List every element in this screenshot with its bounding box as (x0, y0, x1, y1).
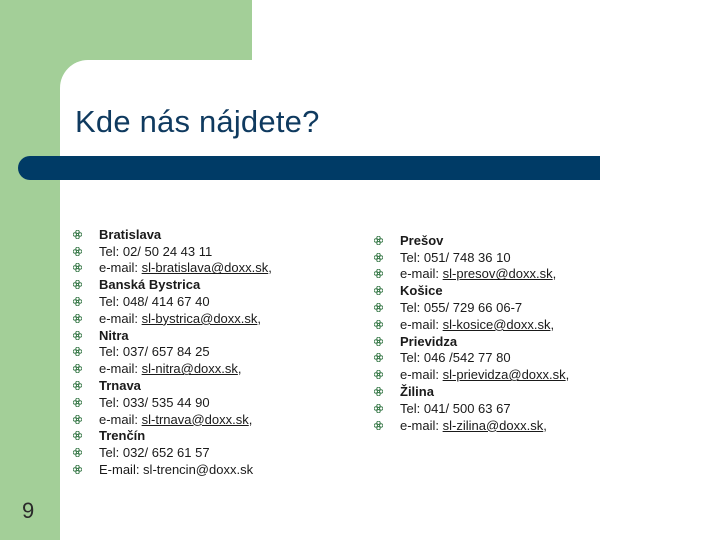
list-item (73, 276, 272, 293)
slide-number: 9 (22, 498, 35, 523)
list-item (73, 360, 272, 377)
list-item (73, 344, 272, 361)
diamond-bullet-icon (374, 404, 400, 413)
diamond-bullet-icon (73, 431, 99, 440)
diamond-bullet-icon (73, 331, 99, 340)
email-prefix: e-mail: (400, 417, 443, 433)
email-prefix: e-mail: (99, 361, 142, 377)
list-item (374, 383, 569, 400)
email-line (99, 361, 242, 376)
diamond-bullet-icon (73, 280, 99, 289)
list-item (73, 226, 272, 243)
diamond-bullet-icon (73, 364, 99, 373)
list-item (374, 299, 569, 316)
email-prefix: e-mail: (99, 411, 142, 427)
diamond-bullet-icon (374, 269, 400, 278)
diamond-bullet-icon (73, 263, 99, 272)
diamond-bullet-icon (374, 303, 400, 312)
diamond-bullet-icon (374, 236, 400, 245)
branch-contact-text: Tel: 048/ 414 67 40 (99, 294, 210, 310)
email-prefix: e-mail: (99, 260, 142, 276)
email-link[interactable]: sl-presov@doxx.sk (442, 266, 553, 282)
branch-contact-text: Tel: 02/ 50 24 43 11 (99, 243, 213, 259)
email-line (400, 317, 554, 332)
email-line (99, 412, 252, 427)
diamond-bullet-icon (73, 448, 99, 457)
branch-list-left (73, 226, 272, 478)
email-link[interactable]: sl-zilina@doxx.sk (442, 417, 544, 433)
list-item (73, 327, 272, 344)
list-item (73, 243, 272, 260)
email-line (400, 418, 547, 433)
list-item (73, 444, 272, 461)
list-item (73, 428, 272, 445)
branch-contact-text: E-mail: sl-trencin@doxx.sk (99, 462, 254, 478)
branch-city-name: Prešov (400, 232, 444, 248)
email-suffix: , (237, 361, 242, 377)
diamond-bullet-icon (374, 421, 400, 430)
list-item (73, 394, 272, 411)
email-prefix: e-mail: (400, 367, 443, 383)
branch-contact-text: Tel: 041/ 500 63 67 (400, 400, 511, 416)
list-item (374, 316, 569, 333)
list-item (73, 310, 272, 327)
email-suffix: , (543, 417, 547, 433)
branch-contact-text: Tel: 055/ 729 66 06-7 (400, 300, 523, 316)
email-suffix: , (257, 310, 262, 326)
branch-contact-text: Tel: 046 /542 77 80 (400, 350, 511, 366)
branch-city-name: Trenčín (99, 428, 146, 444)
email-prefix: e-mail: (400, 316, 443, 332)
email-suffix: , (565, 367, 570, 383)
email-link[interactable]: sl-bratislava@doxx.sk (141, 260, 269, 276)
branch-city-name: Banská Bystrica (99, 277, 201, 293)
diamond-bullet-icon (374, 353, 400, 362)
branch-city-name: Nitra (99, 327, 129, 343)
email-link[interactable]: sl-bystrica@doxx.sk (141, 310, 258, 326)
email-prefix: e-mail: (400, 266, 443, 282)
branch-city-name: Prievidza (400, 333, 458, 349)
diamond-bullet-icon (73, 398, 99, 407)
diamond-bullet-icon (73, 247, 99, 256)
email-line (99, 260, 272, 275)
list-item (73, 411, 272, 428)
diamond-bullet-icon (374, 286, 400, 295)
branch-list-right (374, 232, 569, 434)
list-item (374, 417, 569, 434)
diamond-bullet-icon (73, 297, 99, 306)
list-item (73, 377, 272, 394)
diamond-bullet-icon (374, 370, 400, 379)
email-suffix: , (248, 411, 253, 427)
email-line (400, 367, 569, 382)
list-item (73, 260, 272, 277)
diamond-bullet-icon (73, 381, 99, 390)
list-item (374, 350, 569, 367)
list-item (374, 266, 569, 283)
list-item (374, 282, 569, 299)
title-underline-bar (18, 156, 600, 180)
list-item (374, 400, 569, 417)
email-link[interactable]: sl-trnava@doxx.sk (141, 411, 249, 427)
diamond-bullet-icon (374, 337, 400, 346)
list-item (374, 232, 569, 249)
email-line (99, 311, 261, 326)
diamond-bullet-icon (73, 230, 99, 239)
page-title: Kde nás nájdete? (75, 104, 320, 139)
list-item (374, 249, 569, 266)
email-suffix: , (268, 260, 272, 276)
email-prefix: e-mail: (99, 310, 142, 326)
branch-contact-text: Tel: 032/ 652 61 57 (99, 445, 210, 461)
branch-city-name: Žilina (400, 384, 434, 400)
diamond-bullet-icon (374, 387, 400, 396)
email-line (400, 266, 556, 281)
diamond-bullet-icon (73, 347, 99, 356)
diamond-bullet-icon (73, 314, 99, 323)
email-link[interactable]: sl-nitra@doxx.sk (141, 361, 238, 377)
branch-contact-text: Tel: 033/ 535 44 90 (99, 394, 210, 410)
list-item (374, 366, 569, 383)
email-suffix: , (552, 266, 557, 282)
list-item (73, 293, 272, 310)
branch-city-name: Bratislava (99, 226, 162, 242)
email-link[interactable]: sl-prievidza@doxx.sk (442, 367, 566, 383)
list-item (73, 461, 272, 478)
email-suffix: , (550, 316, 555, 332)
branch-city-name: Košice (400, 283, 443, 299)
diamond-bullet-icon (73, 415, 99, 424)
branch-contact-text: Tel: 037/ 657 84 25 (99, 344, 210, 360)
list-item (374, 333, 569, 350)
diamond-bullet-icon (374, 253, 400, 262)
branch-city-name: Trnava (99, 378, 141, 394)
branch-contact-text: Tel: 051/ 748 36 10 (400, 249, 511, 265)
email-link[interactable]: sl-kosice@doxx.sk (442, 316, 551, 332)
diamond-bullet-icon (73, 465, 99, 474)
diamond-bullet-icon (374, 320, 400, 329)
